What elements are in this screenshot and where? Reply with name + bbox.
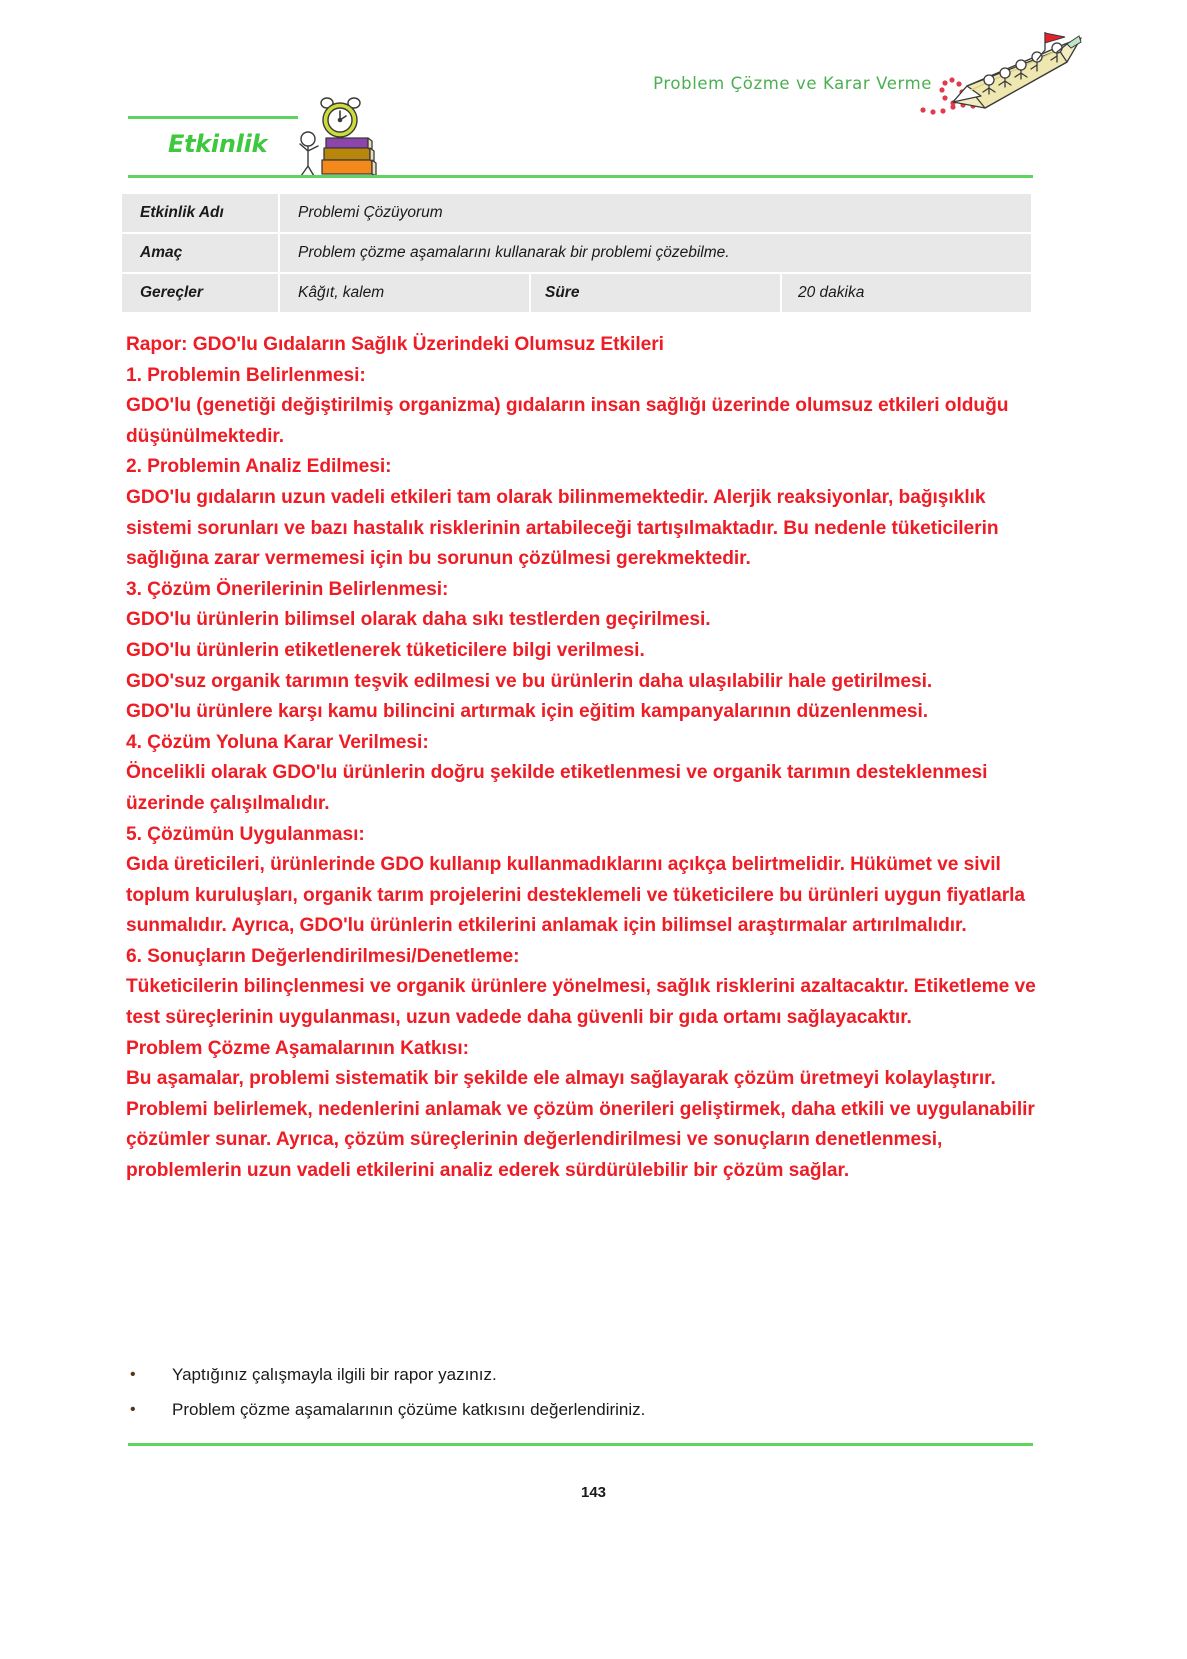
page-number: 143: [580, 1484, 607, 1501]
duration-value: 20 dakika: [781, 273, 1032, 313]
report-line: Bu aşamalar, problemi sistematik bir şekilde ele almayı sağlayarak çözüm üretmeyi kolaylaştırır. Problemi belirlemek, nedenlerini anlamak ve çözüm önerileri geliştirmek, daha etkili ve uygulanabilir çözümler sunar. Ayrıca, çözüm süreçlerinin değerlendirilmesi ve sonuçların denetlenmesi, problemlerin uzun vadeli etkilerini analiz ederek sürdürülebilir bir çözüm sağlar.: [126, 1068, 1035, 1182]
activity-aim-label: Amaç: [121, 233, 279, 273]
bullet-icon: •: [130, 1366, 136, 1383]
clock-books-figure-icon: [288, 94, 380, 180]
report-line: 1. Problemin Belirlenmesi:: [126, 364, 366, 386]
materials-value: Kâğıt, kalem: [279, 273, 530, 313]
activity-info-table: [120, 192, 1033, 314]
duration-label: Süre: [530, 273, 781, 313]
task-list: [126, 1362, 1026, 1432]
list-item: [126, 1397, 1026, 1423]
report-line: 3. Çözüm Önerilerinin Belirlenmesi:: [126, 578, 449, 600]
activity-banner: [128, 116, 1033, 178]
banner-bottom-rule: [128, 175, 1033, 178]
report-line: GDO'lu ürünlere karşı kamu bilincini artırmak için eğitim kampanyalarının düzenlenmesi.: [126, 701, 929, 723]
task-text: Yaptığınız çalışmayla ilgili bir rapor yazınız.: [172, 1365, 497, 1384]
task-text: Problem çözme aşamalarının çözüme katkısını değerlendiriniz.: [172, 1400, 646, 1419]
table-row: [121, 273, 1032, 313]
report-line: Öncelikli olarak GDO'lu ürünlerin doğru şekilde etiketlenmesi ve organik tarımın desteklenmesi üzerinde çalışılmalıdır.: [126, 762, 988, 814]
list-item: [126, 1362, 1026, 1388]
report-line: 4. Çözüm Yoluna Karar Verilmesi:: [126, 731, 429, 753]
activity-name-value: Problemi Çözüyorum: [279, 193, 1032, 233]
running-head-label: Problem Çözme ve Karar Verme: [653, 74, 932, 93]
table-row: [121, 193, 1032, 233]
paper-plane-with-people-icon: [947, 28, 1087, 116]
banner-top-rule: [128, 116, 298, 119]
table-row: [121, 233, 1032, 273]
report-line: GDO'lu ürünlerin etiketlenerek tüketicilere bilgi verilmesi.: [126, 639, 645, 661]
activity-name-label: Etkinlik Adı: [121, 193, 279, 233]
report-line: Rapor: GDO'lu Gıdaların Sağlık Üzerindeki Olumsuz Etkileri: [126, 334, 664, 355]
report-line: Gıda üreticileri, ürünlerinde GDO kullanıp kullanmadıklarını açıkça belirtmelidir. Hükümet ve sivil toplum kuruluşları, organik tarım projelerini desteklemeli ve tüketicilere bu ürünleri uygun fiyatlarla sunmalıdır. Ayrıca, GDO'lu ürünlerin etkilerini anlamak için bilimsel araştırmalar artırılmalıdır.: [126, 854, 1026, 937]
report-line: Problem Çözme Aşamalarının Katkısı:: [126, 1037, 470, 1059]
footer-rule: [128, 1443, 1033, 1446]
report-line: 5. Çözümün Uygulanması:: [126, 823, 365, 845]
report-line: 2. Problemin Analiz Edilmesi:: [126, 456, 392, 478]
report-line: GDO'lu ürünlerin bilimsel olarak daha sıkı testlerden geçirilmesi.: [126, 609, 711, 631]
activity-banner-label: Etkinlik: [168, 130, 268, 158]
report-line: GDO'lu gıdaların uzun vadeli etkileri tam olarak bilinmemektedir. Alerjik reaksiyonlar, bağışıklık sistemi sorunları ve bazı hastalık risklerinin artabileceği tartışılmaktadır. Bu nedenle tüketicilerin sağlığına zarar vermemesi için bu sorunun çözülmesi gerekmektedir.: [126, 486, 999, 570]
materials-label: Gereçler: [121, 273, 279, 313]
report-line: Tüketicilerin bilinçlenmesi ve organik ürünlere yönelmesi, sağlık risklerini azaltacaktır. Etiketleme ve test süreçlerinin uygulanması, uzun vadede daha güvenli bir gıda ortamı sağlayacaktır.: [126, 976, 1036, 1029]
running-head: [653, 74, 932, 93]
activity-aim-value: Problem çözme aşamalarını kullanarak bir problemi çözebilme.: [279, 233, 1032, 273]
report-line: 6. Sonuçların Değerlendirilmesi/Denetleme:: [126, 945, 520, 967]
report-line: GDO'suz organik tarımın teşvik edilmesi ve bu ürünlerin daha ulaşılabilir hale getirilmesi.: [126, 670, 933, 692]
bullet-icon: •: [130, 1401, 136, 1418]
report-line: GDO'lu (genetiği değiştirilmiş organizma) gıdaların insan sağlığı üzerinde olumsuz etkileri olduğu düşünülmektedir.: [126, 395, 1009, 447]
report-body: [126, 330, 1041, 1187]
